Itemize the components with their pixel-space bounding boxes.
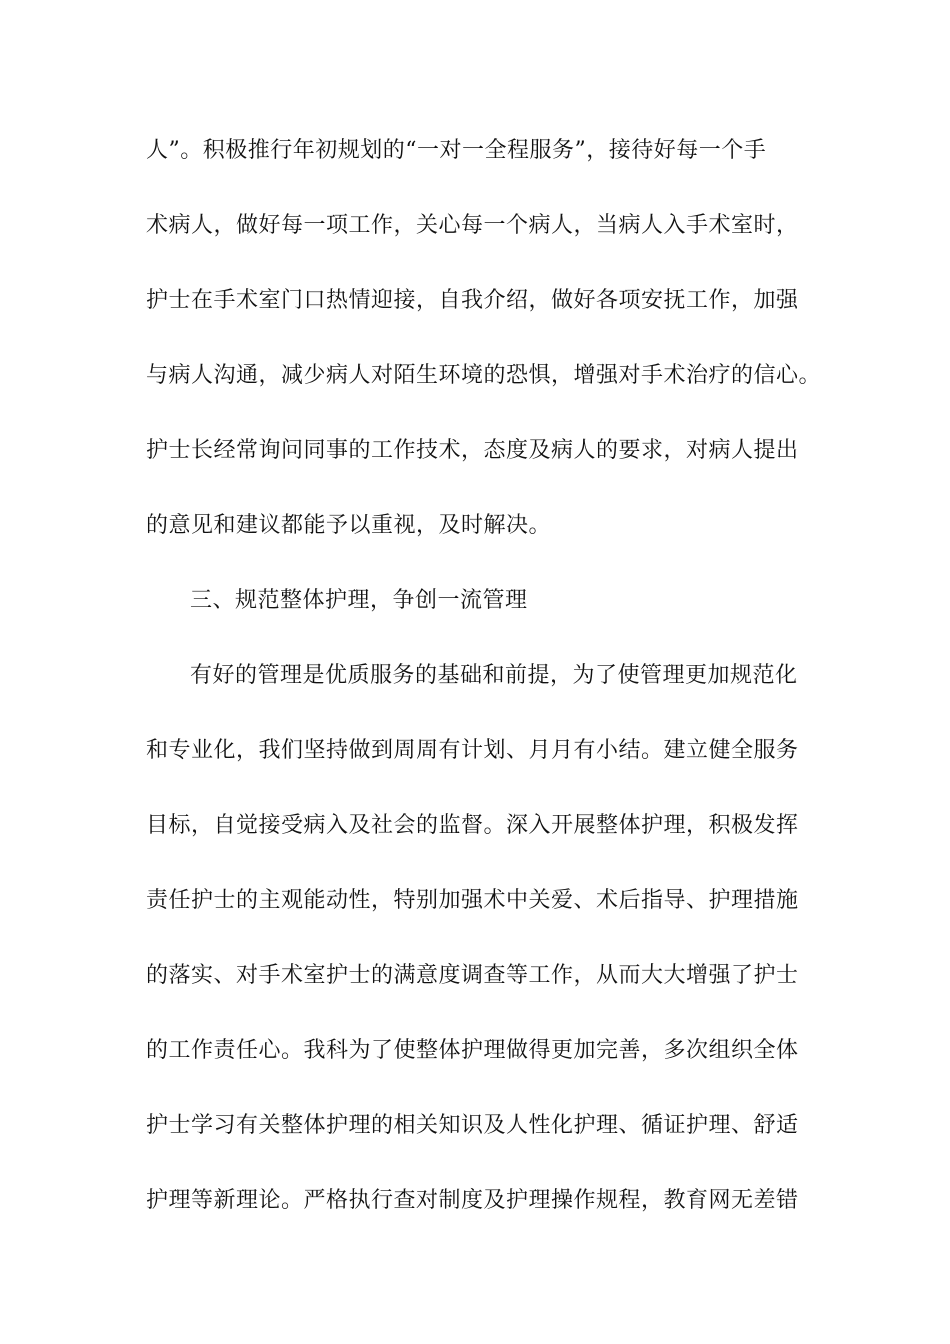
- text-line: 与病人沟通，减少病人对陌生环境的恐惧，增强对手术治疗的信心。: [146, 363, 822, 388]
- text-line: 的落实、对手术室护士的满意度调查等工作，从而大大增强了护士: [146, 963, 799, 988]
- body-text: [146, 132, 826, 1257]
- text-line: 护士学习有关整体护理的相关知识及人性化护理、循证护理、舒适: [146, 1113, 799, 1138]
- text-line: 护士在手术室门口热情迎接，自我介绍，做好各项安抚工作，加强: [146, 288, 799, 313]
- text-line: 目标，自觉接受病入及社会的监督。深入开展整体护理，积极发挥: [146, 813, 799, 838]
- section-heading: 三、规范整体护理，争创一流管理: [190, 588, 528, 613]
- text-line: 护士长经常询问同事的工作技术，态度及病人的要求，对病人提出: [146, 438, 799, 463]
- text-line: 的工作责任心。我科为了使整体护理做得更加完善，多次组织全体: [146, 1038, 799, 1063]
- text-line: 和专业化，我们坚持做到周周有计划、月月有小结。建立健全服务: [146, 738, 799, 763]
- text-line: 术病人，做好每一项工作，关心每一个病人，当病人入手术室时，: [146, 213, 799, 238]
- text-line: 责任护士的主观能动性，特别加强术中关爱、术后指导、护理措施: [146, 888, 799, 913]
- text-line: 人”。积极推行年初规划的“一对一全程服务”，接待好每一个手: [146, 138, 767, 163]
- paragraph-start-line: 有好的管理是优质服务的基础和前提，为了使管理更加规范化: [190, 663, 798, 688]
- text-line: 护理等新理论。严格执行查对制度及护理操作规程，教育网无差错: [146, 1188, 799, 1213]
- text-line: 的意见和建议都能予以重视，及时解决。: [146, 513, 552, 538]
